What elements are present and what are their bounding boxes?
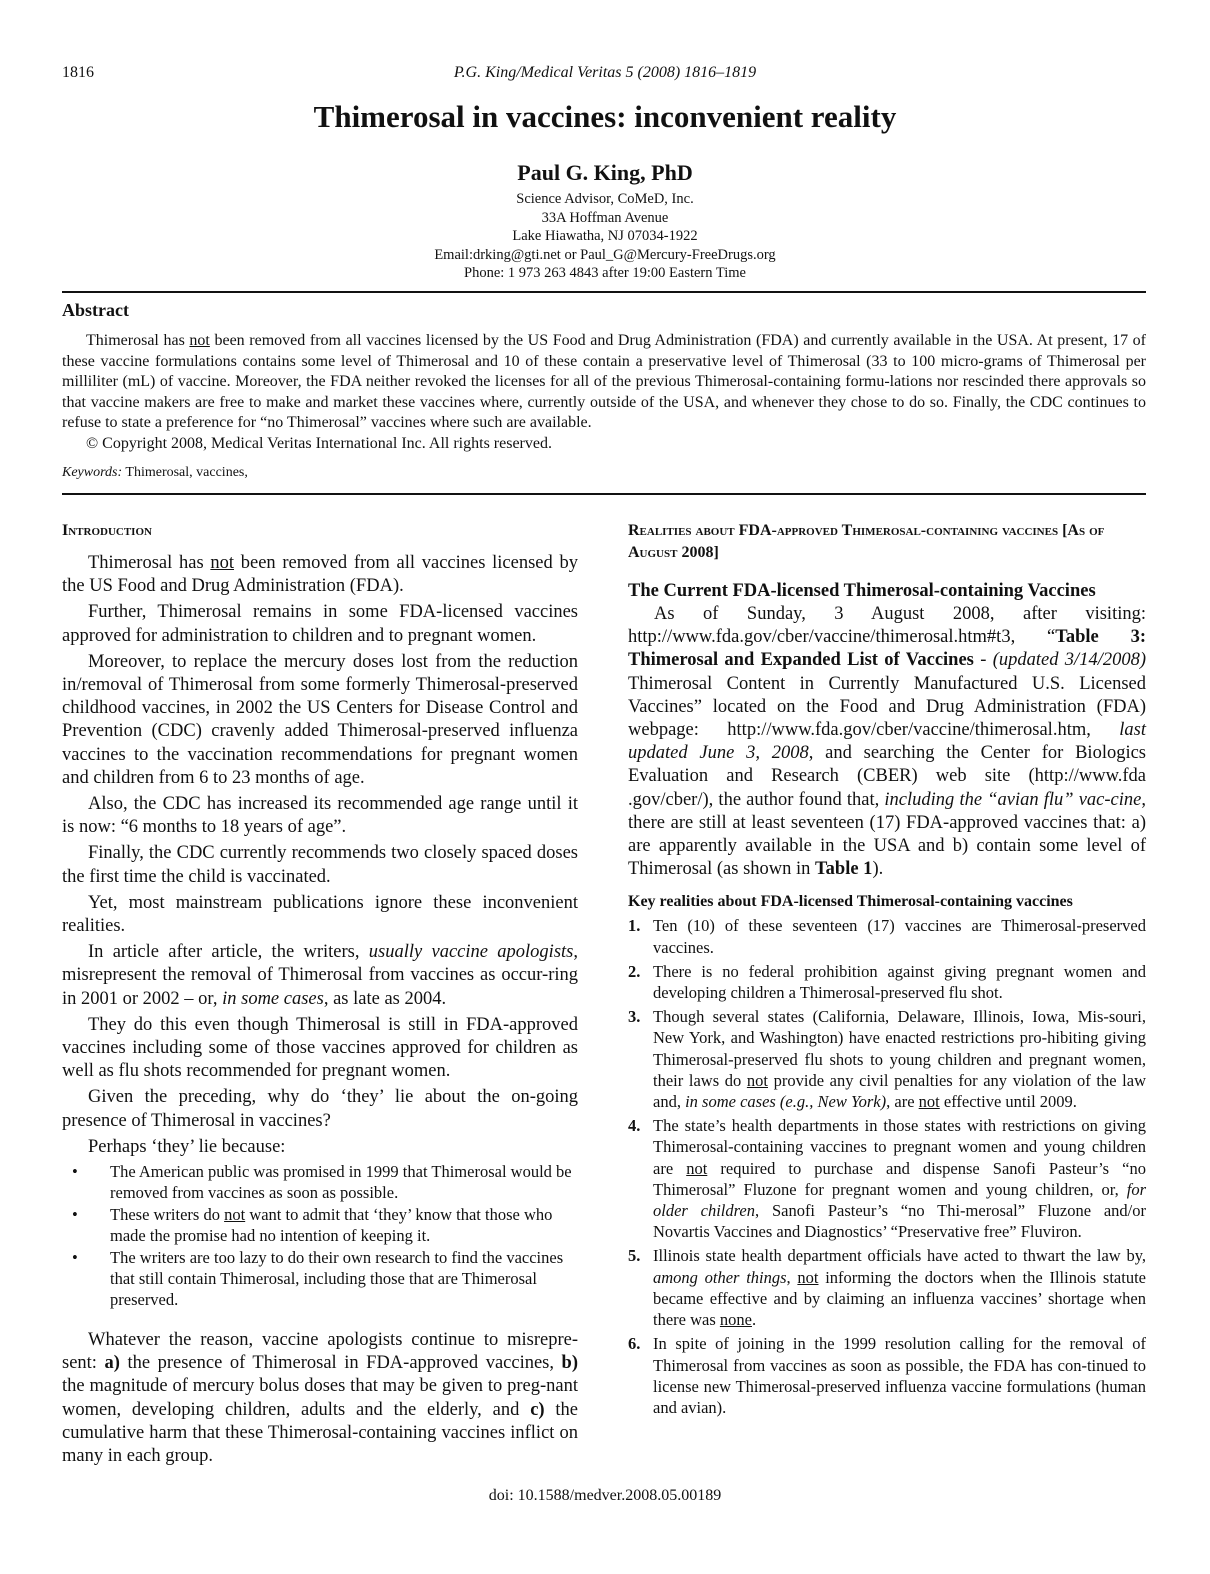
- text-run: , as late as 2004.: [323, 988, 447, 1009]
- underlined-text: not: [918, 1092, 940, 1112]
- text-run: want to admit that ‘they’ know that those who made the promise had no intention of keeping it.: [110, 1205, 553, 1246]
- text-run: ).: [872, 859, 884, 880]
- bullet-marker: •: [72, 1205, 78, 1225]
- list-item: [628, 1245, 1146, 1330]
- list-number: 5.: [628, 1246, 641, 1266]
- right-column: [628, 520, 1146, 1421]
- text-run: The writers are too lazy to do their own research to find the vaccines that still contain Thimerosal, including those that are Thimerosal preserved.: [110, 1248, 564, 1310]
- paragraph: They do this even though Thimerosal is still in FDA-approved vaccines including some of those vaccines approved for children as well as flu shots recommended for pregnant women.: [62, 1014, 578, 1082]
- text-run: Though several states (California, Delaware, Illinois, Iowa, Mis-souri, New York, and Washington) have enacted restrictions pro-hibiting giving Thimerosal-preserved flu shots to young children and pregnant women, their laws do: [653, 1007, 1146, 1090]
- bold-text: Table 1: [815, 859, 873, 880]
- text-run: In spite of joining in the 1999 resolution calling for the removal of Thimerosal from vaccines as soon as possible, the FDA has con-tinued to license new Thimerosal-preserved influenza vaccine formulations (human and avian).: [653, 1334, 1146, 1417]
- text-run: Whatever the reason, vaccine apologists continue to misrepre-sent:: [62, 1330, 578, 1374]
- keywords-value: Thimerosal, vaccines,: [122, 465, 248, 480]
- text-run: been removed from all vaccines licensed by the US Food and Drug Administration (FDA).: [62, 553, 578, 597]
- text-run: informing the doctors when the Illinois statute became effective and by claiming an influenza vaccines’ shortage when there was: [653, 1267, 1146, 1330]
- paragraph: Given the preceding, why do ‘they’ lie about the on-going presence of Thimerosal in vaccines?: [62, 1087, 578, 1131]
- text-run: , and searching the Center for Biologics Evaluation and Research (CBER) web site (http://www.fda .gov/cber/), the author found that,: [628, 743, 1147, 810]
- paragraph: Yet, most mainstream publications ignore these inconvenient realities.: [62, 892, 578, 937]
- text-run: , misrepresent the removal of Thimerosal from vaccines as occur-ring in 2001 or 2002 – or,: [62, 942, 578, 1009]
- underlined-text: not: [686, 1158, 708, 1178]
- paragraph: [628, 603, 1146, 881]
- text-run: provide any civil penalties for any violation of the law and,: [653, 1070, 1146, 1112]
- underlined-text: not: [189, 332, 210, 349]
- bottom-divider: [62, 493, 1146, 495]
- paper-title: Thimerosal in vaccines: inconvenient reality: [313, 99, 897, 134]
- text-run: The American public was promised in 1999 that Thimerosal would be removed from vaccines as soon as possible.: [110, 1162, 572, 1203]
- text-run: Thimerosal has: [86, 332, 190, 349]
- bold-text: c): [530, 1399, 545, 1420]
- running-head: P.G. King/Medical Veritas 5 (2008) 1816–1819: [453, 64, 757, 81]
- underlined-text: none: [719, 1310, 752, 1330]
- text-run: effective until 2009.: [939, 1092, 1077, 1112]
- italic-text: in some cases: [222, 988, 324, 1009]
- italic-text: last updated June 3, 2008: [628, 720, 1146, 764]
- underlined-text: not: [210, 553, 235, 573]
- key-realities-heading: Key realities about FDA-licensed Thimerosal-containing vaccines: [628, 893, 1073, 911]
- keywords: [62, 465, 248, 481]
- bold-text: Table 3: Thimerosal and Expanded List of Vaccines: [628, 627, 1146, 671]
- text-run: As of Sunday, 3 August 2008, after visiting: http://www.fda.gov/cber/vaccine/thimerosal.htm#t3, “: [628, 604, 1146, 648]
- italic-text: including the “avian flu” vac-cine: [884, 789, 1142, 810]
- abstract-heading: Abstract: [62, 300, 129, 320]
- section-heading-realities: Realities about FDA-approved Thimerosal-containing vaccines [As of August 2008]: [628, 522, 1105, 561]
- italic-text: for older children: [653, 1179, 1146, 1221]
- list-number: 3.: [628, 1007, 641, 1027]
- text-run: Thimerosal Content in Currently Manufactured U.S. Licensed Vaccines” located on the Food and Drug Administration (FDA) webpage: http://www.fda.gov/cber/vaccine/thimerosal.htm,: [628, 673, 1146, 741]
- bullet-marker: •: [72, 1162, 78, 1182]
- underlined-text: not: [224, 1205, 246, 1225]
- text-run: , Sanofi Pasteur’s “no Thi-merosal” Fluzone and/or Novartis Vaccines and Diagnostics’ “Preservative free” Fluviron.: [653, 1201, 1147, 1242]
- list-number: 2.: [628, 961, 641, 981]
- text-run: Thimerosal has: [88, 553, 211, 573]
- paragraph: Finally, the CDC currently recommends two closely spaced doses the first time the child is vaccinated.: [62, 843, 578, 887]
- paragraph: [62, 941, 578, 1011]
- paragraph: Perhaps ‘they’ lie because:: [88, 1136, 286, 1157]
- text-run: Ten (10) of these seventeen (17) vaccines are Thimerosal-preserved vaccines.: [653, 916, 1146, 957]
- text-run: -: [973, 650, 993, 671]
- numbered-list: [628, 915, 1146, 1418]
- subsection-heading: The Current FDA-licensed Thimerosal-containing Vaccines: [628, 581, 1096, 601]
- list-item: [628, 1115, 1146, 1242]
- italic-text: (updated 3/14/2008): [992, 650, 1147, 671]
- text-run: the presence of Thimerosal in FDA-approved vaccines,: [119, 1353, 562, 1374]
- author-email: Email:drking@gti.net or Paul_G@Mercury-FreeDrugs.org: [434, 246, 776, 263]
- abstract-paragraph: [62, 331, 1146, 434]
- paragraph: [62, 552, 578, 598]
- page-number: 1816: [62, 64, 94, 81]
- list-item: [62, 1247, 578, 1310]
- bold-text: b): [561, 1353, 578, 1374]
- left-column: [62, 520, 578, 1468]
- list-item: [628, 1333, 1146, 1418]
- list-item: [628, 1006, 1146, 1112]
- text-run: There is no federal prohibition against giving pregnant women and developing children a Thimerosal-preserved flu shot.: [653, 961, 1146, 1003]
- list-item: [628, 961, 1146, 1003]
- text-run: In article after article, the writers,: [88, 942, 369, 963]
- text-run: the cumulative harm that these Thimerosal-containing vaccines inflict on many in each group.: [62, 1399, 578, 1467]
- abstract-body: [62, 331, 1146, 454]
- keywords-label: Keywords:: [62, 465, 123, 480]
- text-run: ,: [786, 1267, 798, 1287]
- affiliation-line: Science Advisor, CoMeD, Inc.: [516, 191, 694, 207]
- text-run: .: [751, 1310, 757, 1330]
- list-number: 4.: [628, 1116, 641, 1136]
- affiliation-line: Lake Hiawatha, NJ 07034-1922: [512, 228, 698, 244]
- text-run: Illinois state health department officials have acted to thwart the law by,: [653, 1246, 1146, 1266]
- section-heading-introduction: Introduction: [62, 522, 152, 539]
- italic-text: among other things: [653, 1267, 787, 1287]
- paragraph: Moreover, to replace the mercury doses lost from the reduction in/removal of Thimerosal from some formerly Thimerosal-preserved childhood vaccines, in 2002 the US Centers for Disease Control and Prevention (CDC) cravenly added Thimerosal-preserved influenza vaccines to the vaccination recommendations for pregnant women and children from 6 to 23 months of age.: [62, 651, 578, 788]
- paragraph: Further, Thimerosal remains in some FDA-licensed vaccines approved for administration to children and to pregnant women.: [62, 602, 578, 646]
- text-run: the magnitude of mercury bolus doses that may be given to preg-nant women, developing children, adults and the elderly, and: [62, 1376, 578, 1420]
- copyright-line: © Copyright 2008, Medical Veritas International Inc. All rights reserved.: [86, 434, 552, 452]
- list-number: 6.: [628, 1334, 641, 1354]
- list-item: [62, 1161, 578, 1203]
- list-number: 1.: [628, 916, 641, 936]
- text-run: , there are still at least seventeen (17) FDA-approved vaccines that: a) are apparently available in the USA and b) contain some level of Thimerosal (as shown in: [628, 789, 1146, 880]
- bold-text: a): [104, 1353, 120, 1374]
- top-divider: [62, 291, 1146, 293]
- doi: doi: 10.1588/medver.2008.05.00189: [488, 1487, 722, 1504]
- list-item: [628, 915, 1146, 957]
- italic-text: in some cases (e.g., New York): [685, 1092, 887, 1112]
- author-block: [0, 160, 1210, 283]
- paragraph: Also, the CDC has increased its recommended age range until it is now: “6 months to 18 years of age”.: [62, 794, 578, 838]
- author-phone: Phone: 1 973 263 4843 after 19:00 Eastern Time: [464, 265, 746, 281]
- text-run: , are: [886, 1092, 919, 1112]
- text-run: These writers do: [110, 1205, 225, 1225]
- text-run: required to purchase and dispense Sanofi Pasteur’s “no Thimerosal” Fluzone for pregnant women and young children, or,: [653, 1158, 1146, 1199]
- affiliation-line: 33A Hoffman Avenue: [541, 209, 669, 226]
- underlined-text: not: [746, 1070, 768, 1090]
- list-item: [62, 1204, 578, 1246]
- paragraph: [62, 1329, 578, 1468]
- bullet-marker: •: [72, 1248, 78, 1268]
- text-run: The state’s health departments in those states with restrictions on giving Thimerosal-containing vaccines to pregnant women and young children are: [653, 1116, 1146, 1178]
- author-name: Paul G. King, PhD: [517, 160, 693, 185]
- bullet-list: [62, 1161, 578, 1310]
- text-run: been removed from all vaccines licensed by the US Food and Drug Administration (FDA) and currently available in the USA. At present, 17 of these vaccine formulations contains some level of Thimerosal and 10 of these contain a preservative level of Thimerosal (33 to 100 micro-grams of Thimerosal per milliliter (mL) of vaccine. Moreover, the FDA neither revoked the licenses for all of the previous Thimerosal-containing formu-lations nor rescinded there approvals so that vaccine makers are free to make and market these vaccines where, currently outside of the USA, and whenever they chose to do so. Finally, the CDC continues to refuse to state a preference for “no Thimerosal” vaccines where such are available.: [62, 332, 1147, 431]
- italic-text: usually vaccine apologists: [368, 942, 574, 963]
- underlined-text: not: [797, 1267, 819, 1287]
